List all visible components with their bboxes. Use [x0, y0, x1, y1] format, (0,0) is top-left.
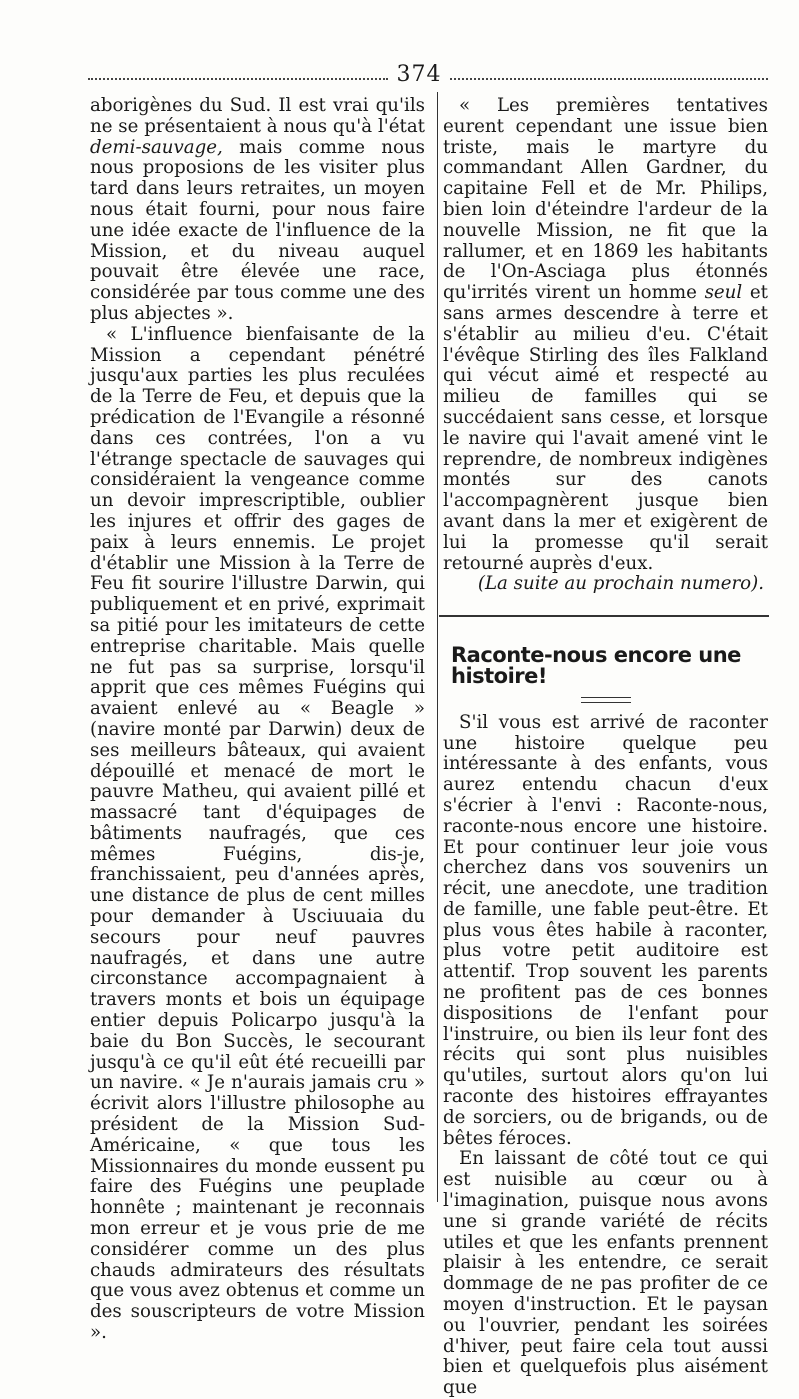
story-paragraph-1: S'il vous est arrivé de raconter une histoire quelque peu intéressante à des enfants, vous aurez entendu chacun d'eux s'écrier à l'envi : Raconte-nous, raconte-nous encore une histoire. Et pour continuer leur joie vous cherchez dans vos souvenirs un récit, une anecdote, une tradition de famille, une fable peut-être. Et plus vous êtes habile à raconter, plus votre petit auditoire est attentif. Trop souvent les parents ne profitent pas de ces bonnes dispositions de l'enfant pour l'instruire, ou bien ils leur font des récits qui sont plus nuisibles qu'utiles, surtout alors qu'on lui raconte des histoires effrayantes de sorciers, ou de brigands, ou de bêtes féroces. [443, 711, 768, 1149]
page-header [88, 58, 768, 88]
column-divider [437, 92, 438, 1202]
section-title: Raconte-nous encore une histoire! [451, 643, 741, 688]
section-rule [439, 615, 769, 617]
story-paragraph-2: En laissant de côté tout ce qui est nuisible au cœur ou à l'imagination, puisque nous avons une si grande variété de récits utiles et que les enfants prennent plaisir à les entendre, ce serait dommage de ne pas profiter de ce moyen d'instruction. Et le paysan ou l'ouvrier, pendant les soirées d'hiver, peut faire cela tout aussi bien et quelquefois plus aisément que [443, 1148, 768, 1399]
left-paragraph-2: « L'influence bienfaisante de la Mission a cependant pénétré jusqu'aux parties les plus reculées de la Terre de Feu, et depuis que la prédication de l'Evangile a résonné dans ces contrées, l'on a vu l'étrange spectacle de sauvages qui considéraient la vengeance comme un devoir imprescriptible, oublier les injures et offrir des gages de paix à leurs ennemis. Le projet d'établir une Mission à la Terre de Feu fit sourire l'illustre Darwin, qui publiquement et en privé, exprimait sa pitié pour les imitateurs de cette entreprise charitable. Mais quelle ne fut pas sa surprise, lorsqu'il apprit que ces mêmes Fuégins qui avaient enlevé au « Beagle » (navire monté par Darwin) deux de ses meilleurs bâteaux, qui avaient dépouillé et menacé de mort le pauvre Matheu, qui avaient pillé et massacré tant d'équipages de bâtiments naufragés, que ces mêmes Fuégins, dis-je, franchissaient, peu d'années après, une distance de plus de cent milles pour demander à Usciuuaia du secours pour neuf pauvres naufragés, et dans une autre circonstance accompagnaient à travers monts et bois un équipage entier depuis Policarpo jusqu'à la baie du Bon Succès, le secourant jusqu'à ce qu'il eût été recueilli par un navire. « Je n'aurais jamais cru » écrivit alors l'illustre philosophe au président de la Mission Sud-Américaine, « que tous les Missionnaires du monde eussent pu faire des Fuégins une peuplade honnête ; maintenant je reconnais mon erreur et je vous prie de me considérer comme un des plus chauds admirateurs des résultats que vous avez obtenus et comme un des souscripteurs de votre Mission ». [90, 323, 425, 1344]
left-p1-rest: mais comme nous nous proposions de les visiter plus tard dans leurs retraites, un moyen nous était fourni, pour nous faire une idée exacte de l'influence de la Mission, et du niveau auquel pouvait être élevée une race, considérée par tous comme une des plus abjectes ». [90, 136, 425, 324]
left-column [90, 96, 425, 1344]
left-p1-text: aborigènes du Sud. Il est vrai qu'ils ne se présentaient à nous qu'à l'état [90, 95, 425, 137]
continuation-note [443, 574, 768, 595]
right-p1-emphasis: seul [704, 282, 743, 304]
right-paragraph-1 [443, 96, 768, 574]
continuation-note-text: (La suite au prochain numero). [477, 573, 764, 595]
page-number: 374 [396, 62, 442, 87]
title-ornament [581, 697, 631, 703]
left-paragraph-1 [90, 96, 425, 325]
header-rule-right [450, 78, 768, 80]
right-column [443, 96, 768, 1399]
header-rule-left [88, 78, 388, 80]
right-p1-text-b: et sans armes descendre à terre et s'établir au milieu d'eu. C'était l'évêque Stirling des îles Falkland qui vécut aimé et respecté au milieu de familles qui se succédaient sans cesse, et lorsque le navire qui l'avait amené vint le reprendre, de nombreux indigènes montés sur des canots l'accompagnèrent jusque bien avant dans la mer et exigèrent de lui la promesse qu'il serait retourné auprès d'eux. [443, 282, 768, 574]
right-p1-text-a: « Les premières tentatives eurent cependant une issue bien triste, mais le martyre du commandant Allen Gardner, du capitaine Fell et de Mr. Philips, bien loin d'éteindre l'ardeur de la nouvelle Mission, ne fit que la rallumer, et en 1869 les habitants de l'On-Asciaga plus étonnés qu'irrités virent un homme [443, 95, 768, 304]
left-p1-emphasis: demi-sauvage, [90, 136, 223, 158]
